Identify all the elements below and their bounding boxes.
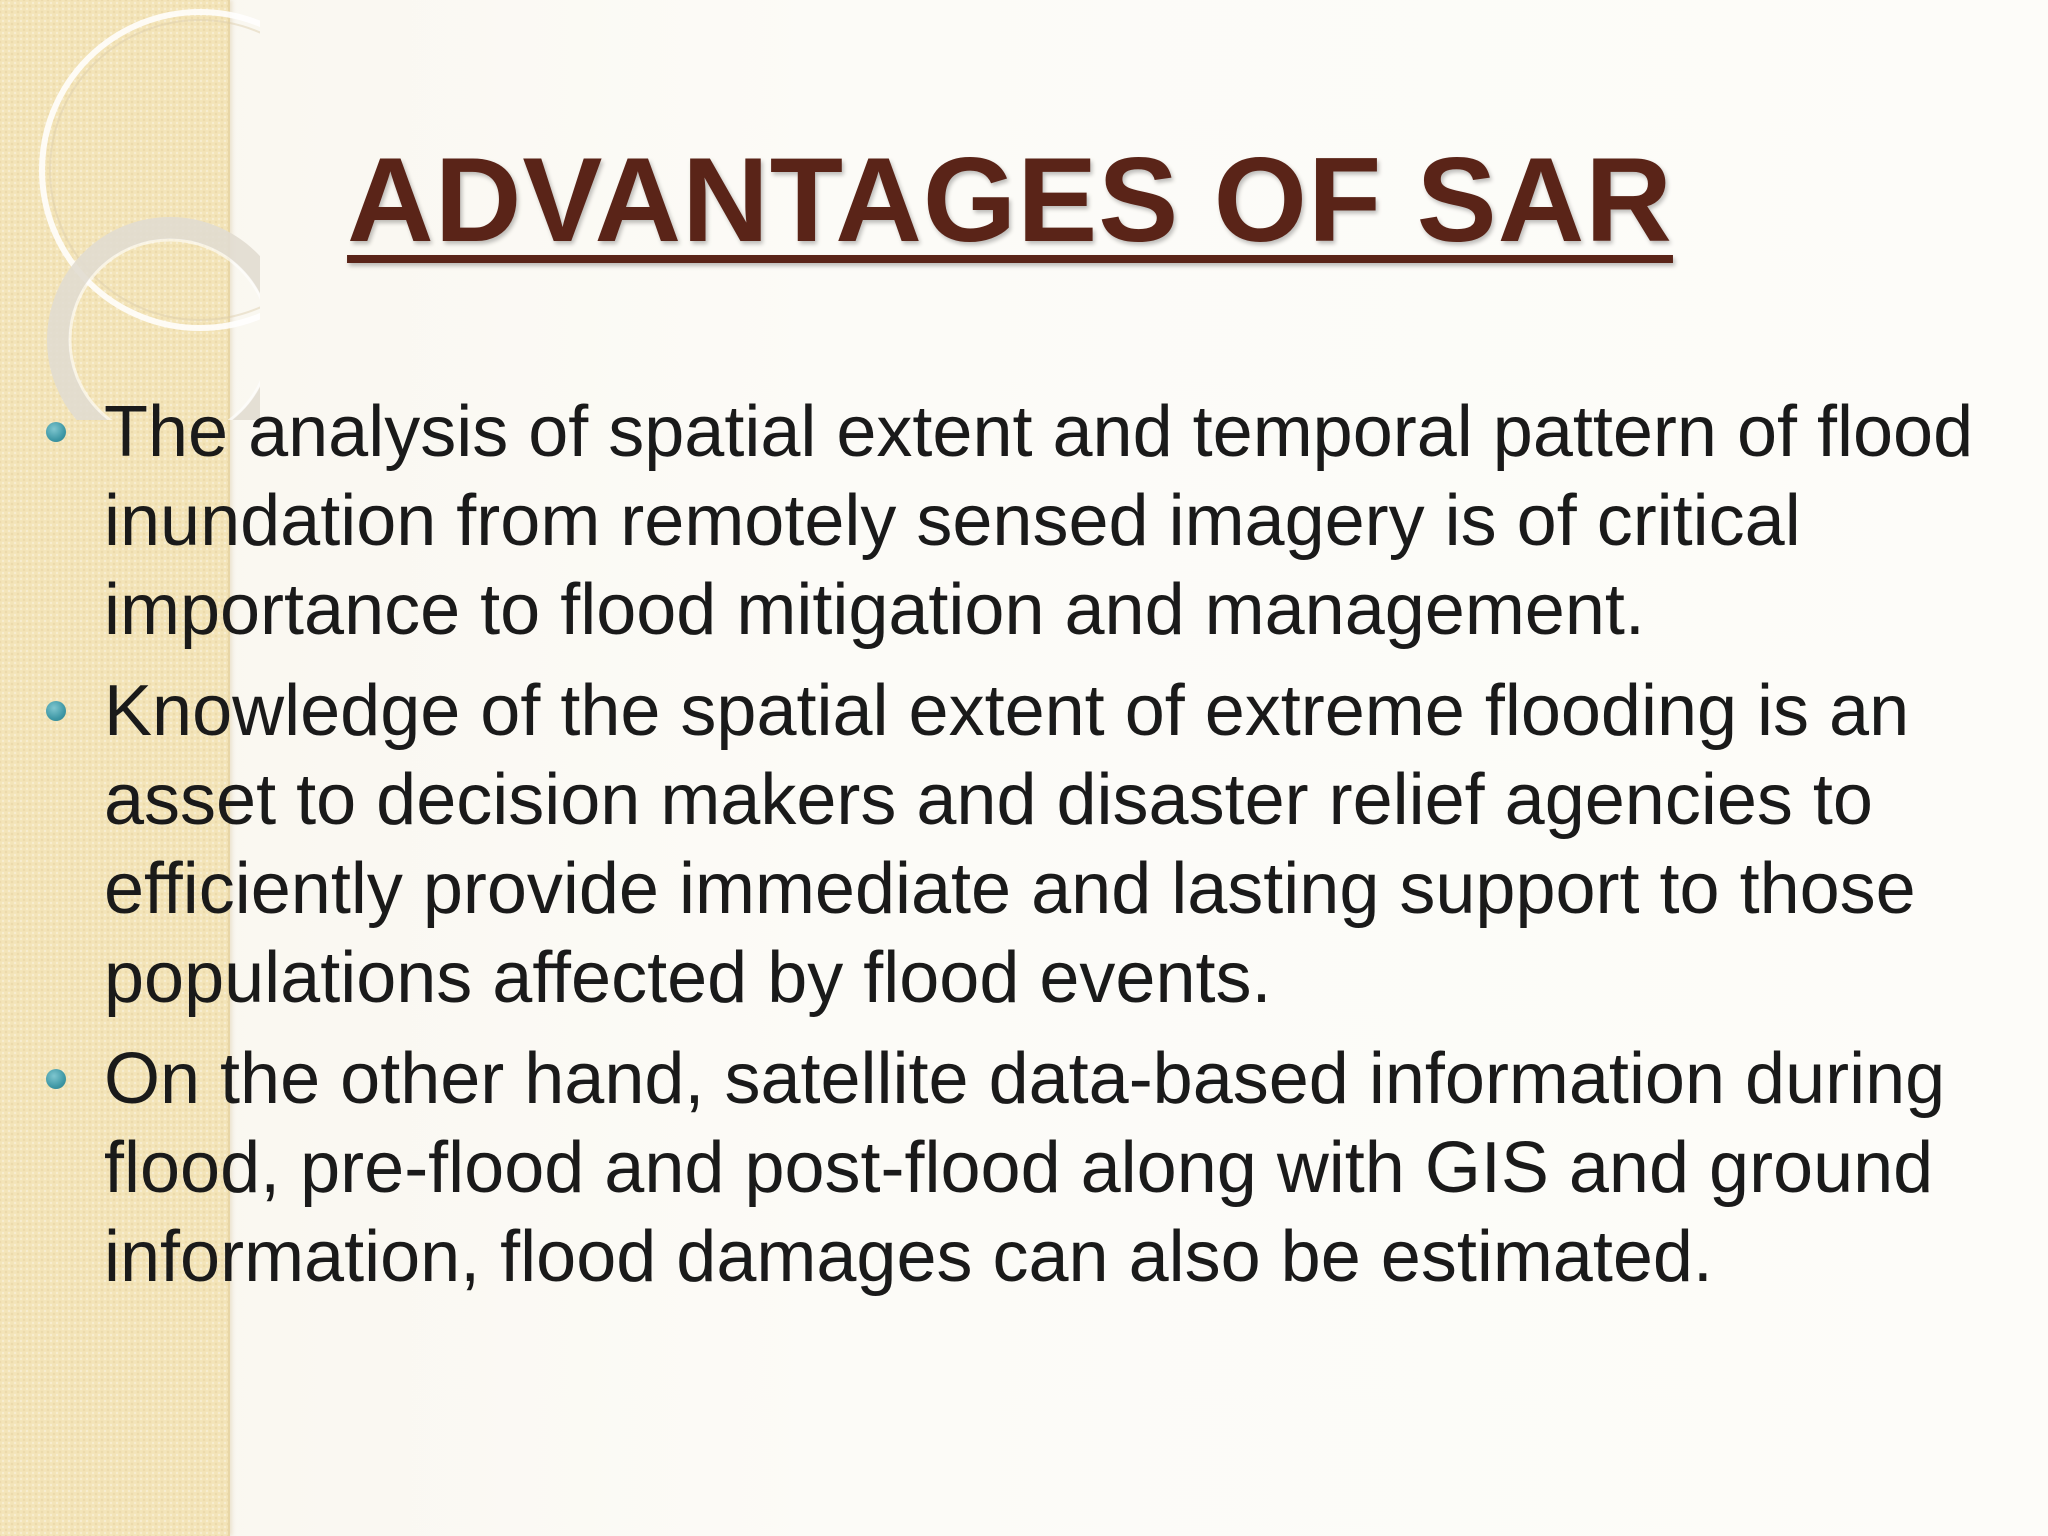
decorative-rings: [0, 0, 260, 420]
bullet-dot-icon: [46, 701, 66, 721]
bullet-item: [40, 667, 2000, 1023]
bullet-item: [40, 1035, 2000, 1302]
bullet-dot-icon: [46, 422, 66, 442]
bullet-text: On the other hand, satellite data-based information during flood, pre-flood and post-flood along with GIS and ground information, flood damages can also be estimated.: [104, 1039, 1946, 1297]
bullet-text: The analysis of spatial extent and temporal pattern of flood inundation from remotely sensed imagery is of critical importance to flood mitigation and management.: [104, 392, 1974, 650]
slide-title: ADVANTAGES OF SAR: [347, 133, 1673, 267]
bullet-item: [40, 388, 2000, 655]
bullet-text: Knowledge of the spatial extent of extreme flooding is an asset to decision makers and disaster relief agencies to efficiently provide immediate and lasting support to those populations affected by flood events.: [104, 671, 1916, 1018]
bullet-dot-icon: [46, 1069, 66, 1089]
bullet-list: [40, 388, 2000, 1314]
